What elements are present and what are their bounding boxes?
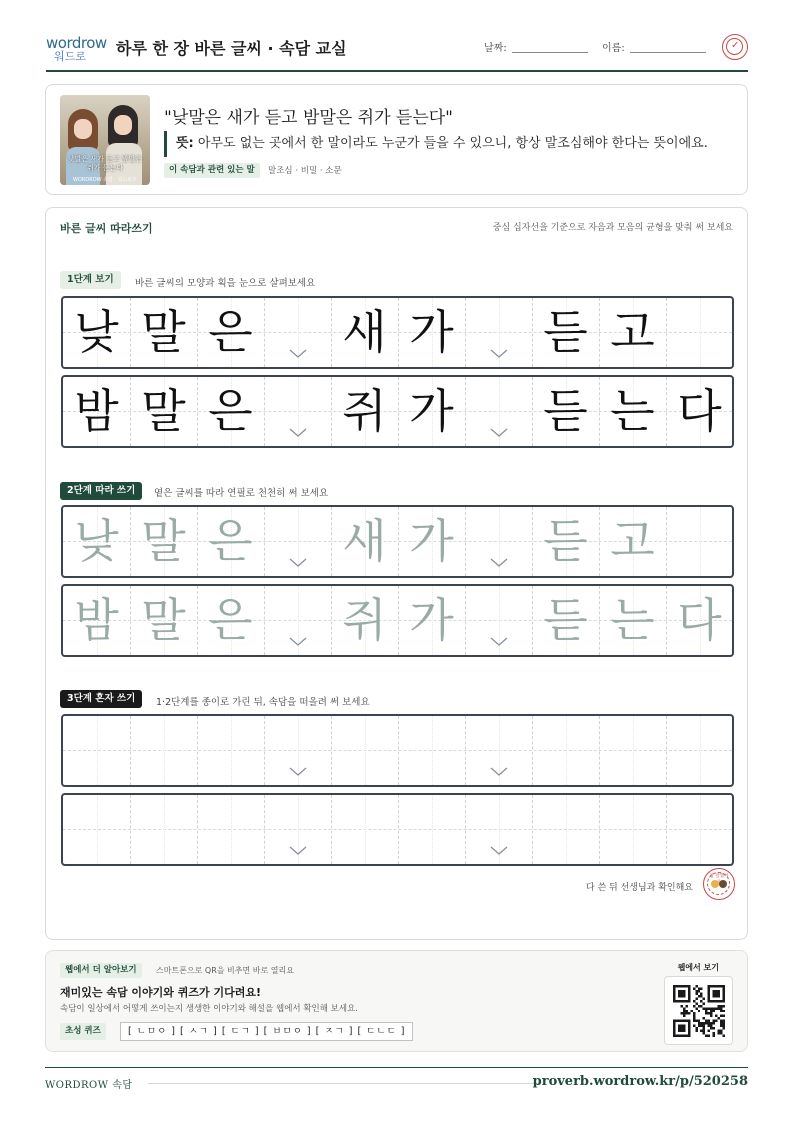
practice-character: 밤 bbox=[74, 384, 119, 438]
practice-character: 은 bbox=[208, 305, 253, 359]
grid-cell-center bbox=[231, 716, 232, 785]
practice-character[interactable]: 말 bbox=[141, 593, 186, 647]
related-badge: 이 속담과 관련 있는 말 bbox=[164, 163, 260, 178]
web-more-badge: 웹에서 더 알아보기 bbox=[60, 963, 142, 978]
step2-badge: 2단계 따라 쓰기 bbox=[60, 482, 142, 500]
grid-cell-divider bbox=[465, 377, 466, 446]
page-header bbox=[46, 28, 748, 72]
practice-description: 중심 십자선을 기준으로 자음과 모음의 균형을 맞춰 써 보세요 bbox=[492, 223, 733, 233]
grid-cell-divider bbox=[666, 507, 667, 576]
practice-character: 쥐 bbox=[342, 384, 387, 438]
space-marker-icon bbox=[490, 428, 508, 438]
practice-character: 새 bbox=[342, 305, 387, 359]
meaning-text: 아무도 없는 곳에서 한 말이라도 누군가 들을 수 있으니, 항상 말조심해야 한다는 뜻이에요. bbox=[197, 136, 708, 151]
web-card bbox=[45, 950, 748, 1052]
practice-character: 낮 bbox=[74, 305, 119, 359]
grid-cell-divider bbox=[264, 716, 265, 785]
qr-code[interactable] bbox=[664, 976, 733, 1045]
grid-cell-center bbox=[700, 716, 701, 785]
practice-character[interactable]: 는 bbox=[610, 593, 655, 647]
space-marker-icon bbox=[289, 846, 307, 856]
grid-cell-divider bbox=[398, 795, 399, 864]
name-label: 이름: bbox=[602, 43, 625, 54]
grid-cell-center bbox=[700, 507, 701, 576]
web-description: 속담이 일상에서 어떻게 쓰이는지 생생한 이야기와 해설을 웹에서 확인해 보세요. bbox=[60, 1004, 358, 1014]
step2-row-1[interactable] bbox=[61, 505, 734, 578]
page-title: 하루 한 장 바른 글씨 · 속담 교실 bbox=[116, 39, 347, 58]
grid-cell-divider bbox=[666, 795, 667, 864]
proverb-illustration bbox=[60, 95, 150, 185]
grid-cell-divider bbox=[532, 795, 533, 864]
step1-row-1 bbox=[61, 296, 734, 369]
practice-character[interactable]: 가 bbox=[409, 593, 454, 647]
grid-cell-center bbox=[566, 716, 567, 785]
space-marker-icon bbox=[289, 767, 307, 777]
date-label: 날짜: bbox=[484, 43, 507, 54]
step1-badge: 1단계 보기 bbox=[60, 271, 121, 289]
practice-character[interactable]: 듣 bbox=[543, 514, 588, 568]
step3-description: 1·2단계를 종이로 가린 뒤, 속담을 떠올려 써 보세요 bbox=[156, 697, 370, 708]
step2-description: 옅은 글씨를 따라 연필로 천천히 써 보세요 bbox=[154, 488, 329, 499]
space-marker-icon bbox=[490, 846, 508, 856]
logo-wordmark: wordrow bbox=[46, 34, 107, 52]
practice-character[interactable]: 말 bbox=[141, 514, 186, 568]
quiz-label: 초성 퀴즈 bbox=[60, 1023, 106, 1040]
grid-cell-center bbox=[700, 795, 701, 864]
grid-cell-center bbox=[231, 795, 232, 864]
date-field[interactable] bbox=[512, 52, 588, 53]
grid-cell-divider bbox=[197, 716, 198, 785]
grid-cell-center bbox=[164, 795, 165, 864]
footer-brand: WORDROW 속담 bbox=[45, 1080, 133, 1091]
grid-cell-divider bbox=[331, 716, 332, 785]
qr-code-icon bbox=[673, 985, 725, 1037]
practice-character[interactable]: 은 bbox=[208, 593, 253, 647]
grid-cell-divider bbox=[264, 377, 265, 446]
practice-character[interactable]: 은 bbox=[208, 514, 253, 568]
good-job-stamp-icon bbox=[703, 868, 735, 900]
grid-cell-center bbox=[164, 716, 165, 785]
meaning-label: 뜻: bbox=[176, 136, 194, 151]
grid-cell-center bbox=[633, 795, 634, 864]
practice-character: 듣 bbox=[543, 305, 588, 359]
grid-cell-divider bbox=[599, 795, 600, 864]
practice-title: 바른 글씨 따라쓰기 bbox=[60, 222, 153, 235]
footer-rule bbox=[148, 1083, 538, 1084]
grid-cell-center bbox=[365, 716, 366, 785]
practice-character[interactable]: 새 bbox=[342, 514, 387, 568]
grid-cell-divider bbox=[197, 795, 198, 864]
logo-korean: 워드로 bbox=[54, 50, 86, 63]
space-marker-icon bbox=[490, 349, 508, 359]
grid-cell-divider bbox=[465, 507, 466, 576]
practice-character: 는 bbox=[610, 384, 655, 438]
stamp-text: 참 잘했어 bbox=[709, 874, 729, 879]
proverb-card bbox=[45, 84, 748, 195]
space-marker-icon bbox=[490, 767, 508, 777]
web-title: 재미있는 속담 이야기와 퀴즈가 기다려요! bbox=[60, 986, 261, 999]
grid-cell-center bbox=[566, 795, 567, 864]
practice-character: 고 bbox=[610, 305, 655, 359]
space-marker-icon bbox=[289, 637, 307, 647]
illustration-caption: 낮말은 새가 듣고 밤말은 쥐가 듣는다 bbox=[67, 155, 143, 172]
grid-cell-divider bbox=[465, 586, 466, 655]
grid-cell-divider bbox=[130, 716, 131, 785]
approval-seal-icon: ✓ bbox=[722, 34, 748, 60]
footer-divider bbox=[45, 1067, 748, 1068]
related-words: 말조심 · 비밀 · 소문 bbox=[268, 166, 342, 176]
practice-character: 다 bbox=[677, 384, 722, 438]
step3-row-2[interactable] bbox=[61, 793, 734, 866]
grid-cell-center bbox=[97, 716, 98, 785]
practice-character[interactable]: 쥐 bbox=[342, 593, 387, 647]
proverb-text: "낮말은 새가 듣고 밤말은 쥐가 듣는다" bbox=[164, 108, 453, 128]
grid-cell-divider bbox=[130, 795, 131, 864]
step3-badge: 3단계 혼자 쓰기 bbox=[60, 690, 142, 708]
step1-row-2 bbox=[61, 375, 734, 448]
practice-character: 가 bbox=[409, 305, 454, 359]
footer-url[interactable]: proverb.wordrow.kr/p/520258 bbox=[532, 1074, 748, 1089]
space-marker-icon bbox=[490, 637, 508, 647]
grid-cell-divider bbox=[264, 586, 265, 655]
grid-cell-divider bbox=[465, 795, 466, 864]
grid-cell-center bbox=[432, 716, 433, 785]
grid-cell-divider bbox=[264, 795, 265, 864]
grid-cell-divider bbox=[666, 298, 667, 367]
grid-cell-center bbox=[700, 298, 701, 367]
qr-hint: 스마트폰으로 QR을 비추면 바로 열리요 bbox=[156, 966, 294, 975]
proverb-meaning bbox=[164, 131, 708, 157]
grid-cell-divider bbox=[398, 716, 399, 785]
practice-character[interactable]: 가 bbox=[409, 514, 454, 568]
grid-cell-center bbox=[365, 795, 366, 864]
grid-cell-divider bbox=[264, 507, 265, 576]
practice-character[interactable]: 고 bbox=[610, 514, 655, 568]
grid-cell-divider bbox=[264, 298, 265, 367]
grid-cell-divider bbox=[599, 716, 600, 785]
grid-cell-center bbox=[97, 795, 98, 864]
practice-character: 듣 bbox=[543, 384, 588, 438]
qr-label: 웹에서 보기 bbox=[677, 963, 719, 972]
space-marker-icon bbox=[490, 558, 508, 568]
step1-description: 바른 글씨의 모양과 획을 눈으로 살펴보세요 bbox=[135, 278, 316, 289]
space-marker-icon bbox=[289, 558, 307, 568]
grid-cell-center bbox=[432, 795, 433, 864]
teacher-check-text: 다 쓴 뒤 선생님과 확인해요 bbox=[585, 883, 693, 893]
grid-cell-center bbox=[633, 716, 634, 785]
practice-character: 말 bbox=[141, 305, 186, 359]
space-marker-icon bbox=[289, 428, 307, 438]
grid-cell-divider bbox=[532, 716, 533, 785]
practice-character: 가 bbox=[409, 384, 454, 438]
practice-character[interactable]: 다 bbox=[677, 593, 722, 647]
name-field[interactable] bbox=[630, 52, 706, 53]
illustration-subcaption: WORDROW 속담 · 워드로우 bbox=[73, 177, 137, 183]
practice-character[interactable]: 듣 bbox=[543, 593, 588, 647]
step3-row-1[interactable] bbox=[61, 714, 734, 787]
grid-cell-divider bbox=[465, 298, 466, 367]
practice-character: 말 bbox=[141, 384, 186, 438]
practice-character[interactable]: 밤 bbox=[74, 593, 119, 647]
practice-card bbox=[45, 207, 748, 940]
initial-consonant-quiz: [ ㄴㅁㅇ ] [ ㅅㄱ ] [ ㄷㄱ ] [ ㅂㅁㅇ ] [ ㅈㄱ ] [ ㄷㄴㄷ ] bbox=[120, 1022, 413, 1041]
step2-row-2[interactable] bbox=[61, 584, 734, 657]
practice-character[interactable]: 낮 bbox=[74, 514, 119, 568]
grid-cell-divider bbox=[666, 716, 667, 785]
space-marker-icon bbox=[289, 349, 307, 359]
grid-cell-divider bbox=[465, 716, 466, 785]
practice-character: 은 bbox=[208, 384, 253, 438]
grid-cell-divider bbox=[331, 795, 332, 864]
